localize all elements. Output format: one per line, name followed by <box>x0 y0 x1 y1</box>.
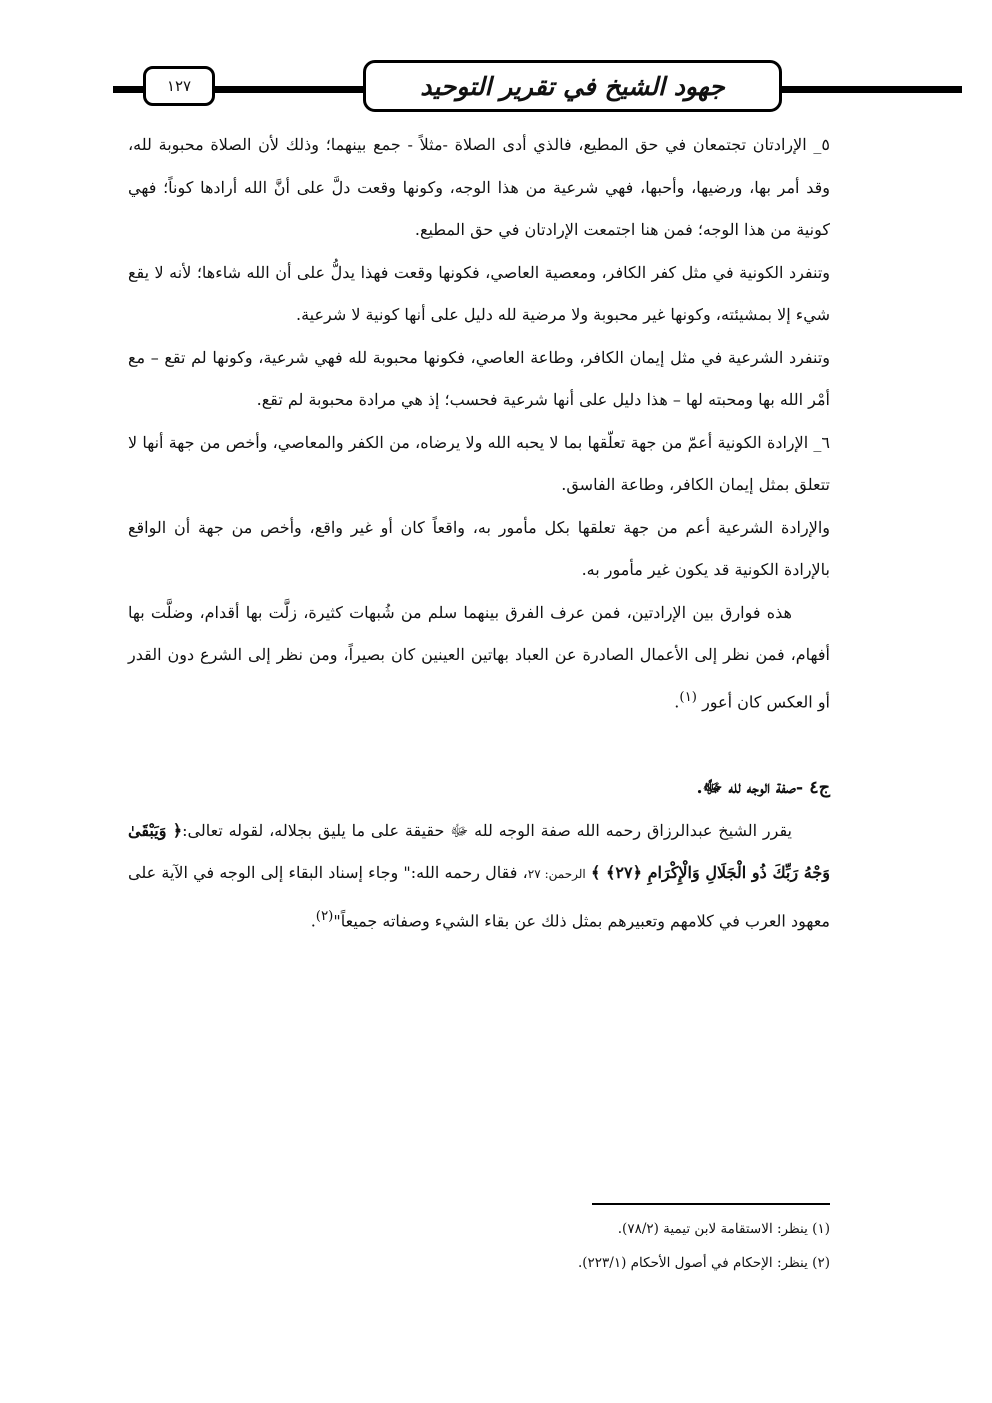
conclusion-text: هذه فوارق بين الإرادتين، فمن عرف الفرق بينهما سلم من شُبهات كثيرة، زلَّت بها أقدام، وضلَّت بها أفهام، فمن نظر إلى الأعمال الصادرة عن العباد بهاتين العينين كان بصيراً، ومن نظر إلى الشرع دون القدر أو العكس كان أعور <box>128 602 830 711</box>
paragraph-legal-only: وتنفرد الشرعية في مثل إيمان الكافر، وطاعة العاصي، فكونها محبوبة لله فهي شرعية، وكونها لم تقع – مع أمْر الله بها ومحبته لها – هذا دليل على أنها شرعية فحسب؛ إذ هي مرادة محبوبة لم تقع. <box>128 347 831 409</box>
paragraph-cosmic-only: وتنفرد الكونية في مثل كفر الكافر، ومعصية العاصي، فكونها وقعت فهذا يدلُّ على أن الله شاءها؛ لأنه لا يقع شيء إلا بمشيئته، وكونها غير محبوبة ولا مرضية لله دليل على أنها كونية لا شرعية. <box>128 262 830 324</box>
paragraph-6: ٦_ الإرادة الكونية أعمّ من جهة تعلّقها بما لا يحبه الله ولا يرضاه، من الكفر والمعاصي، وأخص من جهة أنها لا تتعلق بمثل إيمان الكافر، وطاعة الفاسق. <box>128 432 830 494</box>
body-text <box>128 124 830 943</box>
paragraph-5: ٥_ الإرادتان تجتمعان في حق المطيع، فالذي أدى الصلاة -مثلاً - جمع بينهما؛ وذلك لأن الصلاة محبوبة لله، وقد أمر بها، ورضيها، وأحبها، فهي شرعية من هذا الوجه، وكونها وقعت دلَّ على أنَّ الله أرادها كوناً؛ فهي كونية من هذا الوجه؛ فمن هنا اجتمعت الإرادتان في حق المطيع. <box>128 135 831 239</box>
intro-text: يقرر الشيخ عبدالرزاق رحمه الله صفة الوجه لله ﷻ حقيقة على ما يليق بجلاله، لقوله تعالى: <box>182 820 792 840</box>
footnote-1: (١) ينظر: الاستقامة لابن تيمية (٧٨/٢). <box>617 1221 830 1237</box>
paragraph-face-attribute <box>128 810 830 943</box>
header-rule-middle <box>215 86 363 93</box>
footnote-ref-2[interactable]: (٢) <box>315 908 334 924</box>
quran-verse: ﴿ وَيَبْقَىٰ وَجْهُ رَبِّكَ ذُو الْجَلَالِ وَالْإِكْرَامِ ﴿٢٧﴾ ﴾ <box>128 820 830 883</box>
header-rule-left <box>113 86 143 93</box>
running-title: جهود الشيخ في تقرير التوحيد <box>363 60 782 112</box>
verse-reference: الرحمن: ٢٧ <box>527 867 586 882</box>
footnote-separator <box>592 1203 830 1205</box>
paragraph-conclusion <box>128 592 830 724</box>
section-heading: ج٤ -صفة الوجه لله ﷻ. <box>696 778 830 799</box>
period: . <box>310 911 316 931</box>
period: . <box>674 691 680 711</box>
header-rule-right <box>782 86 962 93</box>
paragraph-legal-general: والإرادة الشرعية أعم من جهة تعلقها بكل مأمور به، واقعاً كان أو غير واقع، وأخص من جهة أن الواقع بالإرادة الكونية قد يكون غير مأمور به. <box>128 517 830 579</box>
page-number: ١٢٧ <box>143 66 215 106</box>
quote-text: ، فقال رحمه الله:" وجاء إسناد البقاء إلى الوجه في الآية على معهود العرب في كلامهم وتعبيرهم بمثل ذلك عن بقاء الشيء وصفاته جميعاً" <box>128 863 830 931</box>
footnote-2: (٢) ينظر: الإحكام في أصول الأحكام (٢٢٣/١). <box>577 1255 830 1271</box>
footnote-ref-1[interactable]: (١) <box>679 689 697 705</box>
footnotes <box>300 1212 830 1280</box>
